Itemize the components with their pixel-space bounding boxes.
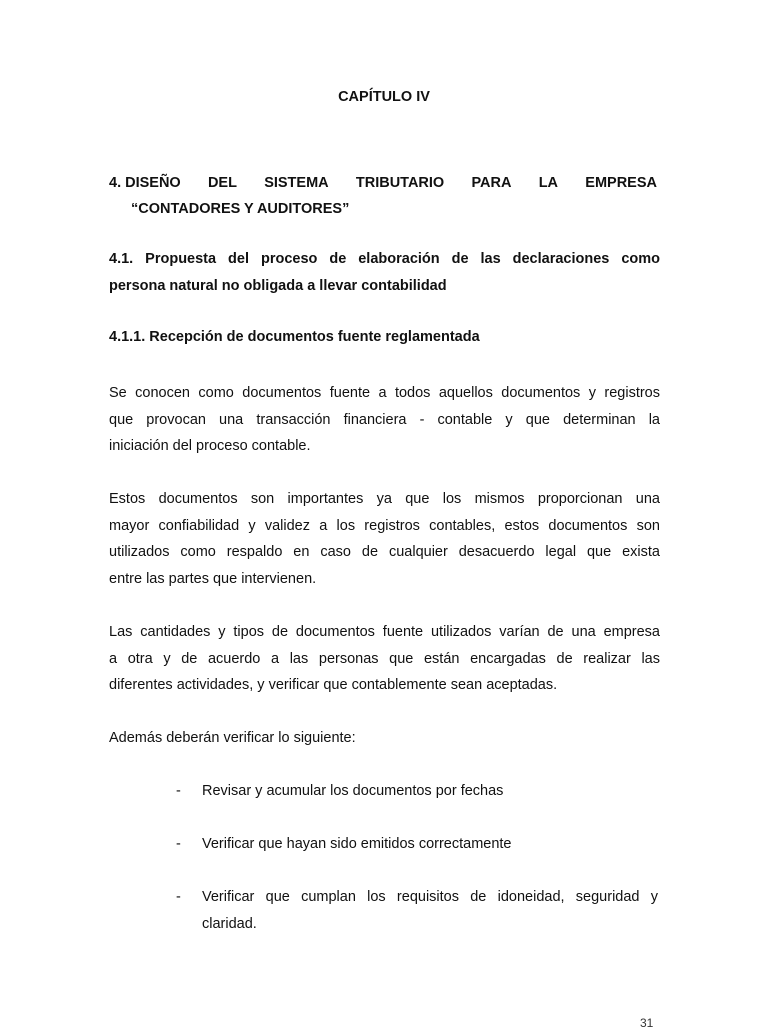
- paragraph-line: Estos documentos son importantes ya que los mismos proporcionan una: [109, 491, 660, 507]
- paragraph-2: [109, 486, 660, 592]
- section-heading-4-line1: [109, 170, 657, 196]
- bullet-item-1: [176, 778, 658, 805]
- section-heading-4: [109, 170, 657, 222]
- heading-word: PARA: [471, 175, 512, 191]
- bullet-text: Verificar que hayan sido emitidos correctamente: [202, 836, 512, 852]
- paragraph-line: utilizados como respaldo en caso de cualquier desacuerdo legal que exista: [109, 544, 660, 561]
- paragraph-line: Además deberán verificar lo siguiente:: [109, 730, 356, 746]
- section-heading-4-1-1: 4.1.1. Recepción de documentos fuente reglamentada: [109, 329, 480, 345]
- heading-word: 4. DISEÑO: [109, 175, 181, 191]
- bullet-text: claridad.: [202, 916, 257, 932]
- heading-word: DEL: [207, 175, 237, 191]
- paragraph-line: Las cantidades y tipos de documentos fuente utilizados varían de una empresa: [109, 624, 660, 640]
- bullet-text: Verificar que cumplan los requisitos de idoneidad, seguridad y: [202, 889, 658, 905]
- bullet-item-2: [176, 831, 658, 858]
- heading-word: EMPRESA: [585, 175, 657, 191]
- paragraph-3: [109, 619, 660, 699]
- paragraph-4: [109, 725, 660, 752]
- bullet-dash: -: [176, 836, 181, 852]
- paragraph-line: Se conocen como documentos fuente a todos aquellos documentos y registros: [109, 385, 660, 401]
- heading-word: LA: [538, 175, 559, 191]
- paragraph-line: diferentes actividades, y verificar que contablemente sean aceptadas.: [109, 677, 558, 694]
- bullet-dash: -: [176, 783, 181, 799]
- paragraph-line: entre las partes que intervienen.: [109, 570, 317, 587]
- bullet-text: Revisar y acumular los documentos por fechas: [202, 783, 504, 799]
- paragraph-line: iniciación del proceso contable.: [109, 438, 311, 455]
- chapter-title: CAPÍTULO IV: [338, 89, 430, 105]
- heading-word: SISTEMA: [264, 175, 329, 191]
- section-heading-4-1: [109, 246, 660, 300]
- paragraph-line: que provocan una transacción financiera - contable y que determinan la: [109, 411, 660, 428]
- paragraph-line: mayor confiabilidad y validez a los registros contables, estos documentos son: [109, 517, 660, 534]
- page-number: 31: [640, 1016, 654, 1030]
- section-heading-4-1-line1: 4.1. Propuesta del proceso de elaboración de las declaraciones como: [109, 251, 660, 267]
- bullet-dash: -: [176, 889, 181, 905]
- section-heading-4-1-line2: persona natural no obligada a llevar contabilidad: [109, 278, 447, 294]
- section-heading-4-line2: “CONTADORES Y AUDITORES”: [131, 201, 350, 217]
- paragraph-1: [109, 380, 660, 460]
- heading-word: TRIBUTARIO: [355, 175, 445, 191]
- bullet-item-3: [176, 884, 658, 938]
- paragraph-line: a otra y de acuerdo a las personas que están encargadas de realizar las: [109, 650, 660, 667]
